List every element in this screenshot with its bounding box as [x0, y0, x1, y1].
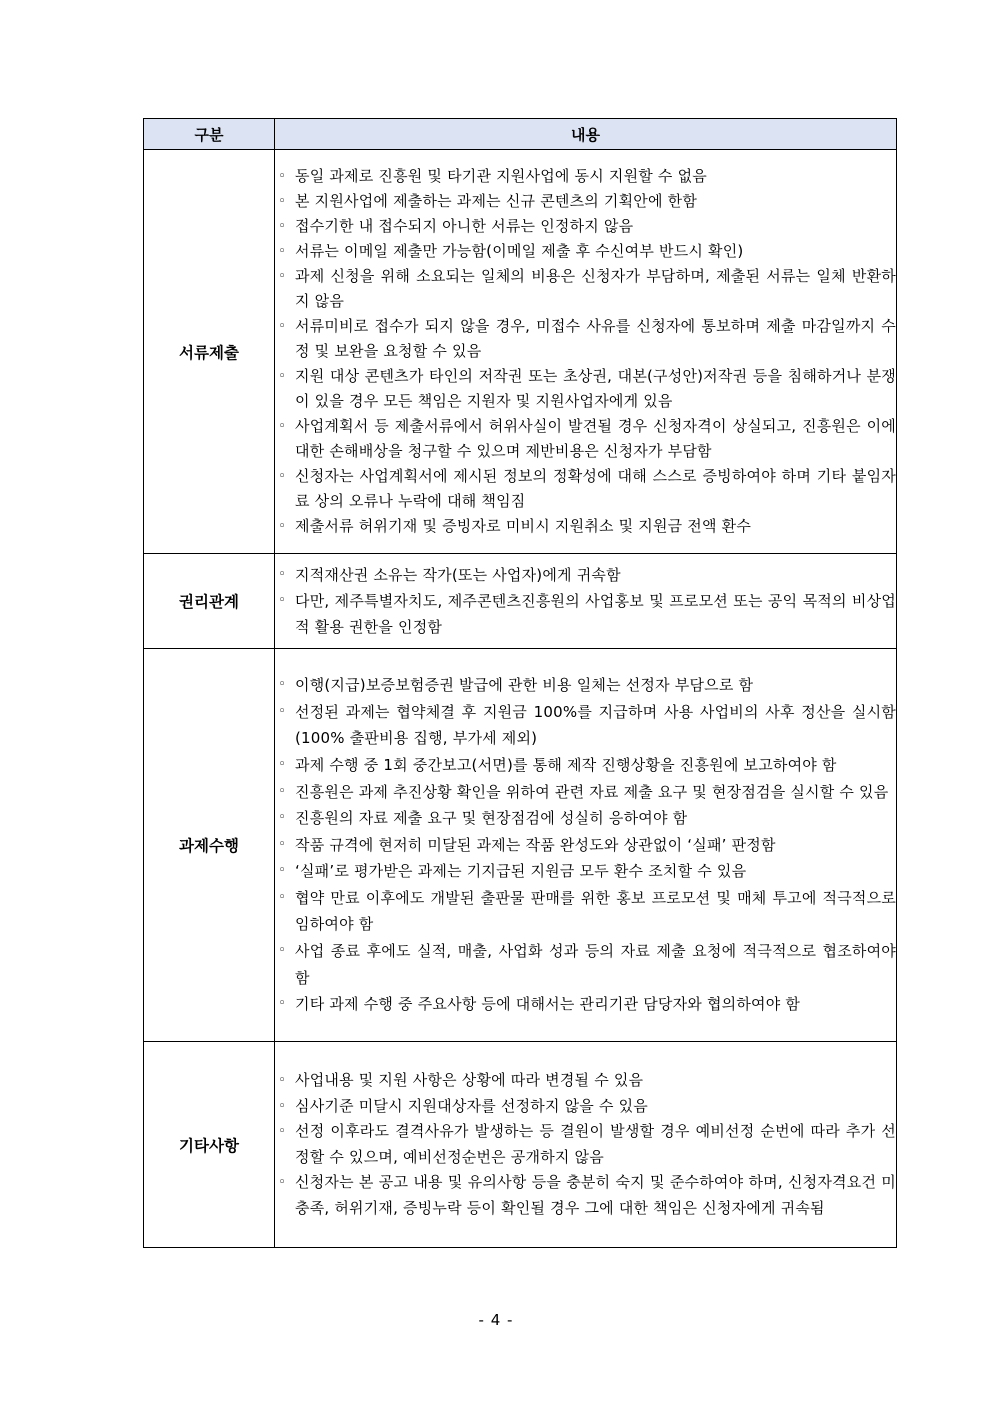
section-category: 기타사항 — [144, 1042, 275, 1248]
list-item: ◦ 지적재산권 소유는 작가(또는 사업자)에게 귀속함 — [275, 562, 896, 588]
page-number: - 4 - — [478, 1311, 514, 1329]
bullet-icon: ◦ — [278, 419, 286, 434]
bullet-icon: ◦ — [278, 244, 286, 259]
bullet-icon: ◦ — [278, 703, 286, 719]
bullet-icon: ◦ — [278, 1073, 286, 1088]
list-item: ◦ 사업계획서 등 제출서류에서 허위사실이 발견될 경우 신청자격이 상실되고, 진흥원은 이에 대한 손해배상을 청구할 수 있으며 제반비용은 신청자가 부담함 — [275, 414, 896, 464]
list-item: ◦ 서류는 이메일 제출만 가능함(이메일 제출 후 수신여부 반드시 확인) — [275, 239, 896, 264]
bullet-icon: ◦ — [278, 269, 286, 284]
bullet-icon: ◦ — [278, 1098, 286, 1114]
bullet-icon: ◦ — [278, 319, 286, 334]
list-item: ◦ 진흥원은 과제 추진상황 확인을 위하여 관련 자료 제출 요구 및 현장점검을 실시할 수 있음 — [275, 779, 896, 806]
list-item: ◦ 신청자는 본 공고 내용 및 유의사항 등을 충분히 숙지 및 준수하여야 하며, 신청자격요건 미충족, 허위기재, 증빙누락 등이 확인될 경우 그에 대한 책임은 신청자에게 귀속됨 — [275, 1170, 896, 1221]
bullet-icon: ◦ — [278, 1124, 286, 1139]
bullet-icon: ◦ — [278, 593, 286, 608]
section-category: 권리관계 — [144, 554, 275, 649]
section-content — [275, 554, 897, 649]
bullet-icon: ◦ — [278, 219, 286, 234]
bullet-icon: ◦ — [278, 756, 286, 772]
list-item: ◦ 사업 종료 후에도 실적, 매출, 사업화 성과 등의 자료 제출 요청에 적극적으로 협조하여야 함 — [275, 938, 896, 991]
list-item: ◦ 접수기한 내 접수되지 아니한 서류는 인정하지 않음 — [275, 214, 896, 239]
bullet-icon: ◦ — [278, 194, 286, 209]
list-item: ◦ 선정 이후라도 결격사유가 발생하는 등 결원이 발생할 경우 예비선정 순번에 따라 추가 선정할 수 있으며, 예비선정순번은 공개하지 않음 — [275, 1119, 896, 1170]
bullet-icon: ◦ — [278, 567, 286, 582]
list-item: ◦ 이행(지급)보증보험증권 발급에 관한 비용 일체는 선정자 부담으로 함 — [275, 672, 896, 699]
list-item: ◦ 서류미비로 접수가 되지 않을 경우, 미접수 사유를 신청자에 통보하며 제출 마감일까지 수정 및 보완을 요청할 수 있음 — [275, 314, 896, 364]
bullet-icon: ◦ — [278, 677, 286, 693]
list-item: ◦ 심사기준 미달시 지원대상자를 선정하지 않을 수 있음 — [275, 1094, 896, 1120]
list-item: ◦ 과제 신청을 위해 소요되는 일체의 비용은 신청자가 부담하며, 제출된 서류는 일체 반환하지 않음 — [275, 264, 896, 314]
list-item: ◦ 선정된 과제는 협약체결 후 지원금 100%를 지급하며 사용 사업비의 사후 정산을 실시함(100% 출판비용 집행, 부가세 제외) — [275, 699, 896, 752]
bullet-icon: ◦ — [278, 783, 286, 799]
header-category: 구분 — [144, 119, 275, 150]
list-item: ◦ 본 지원사업에 제출하는 과제는 신규 콘텐츠의 기획안에 한함 — [275, 189, 896, 214]
section-row-rights — [144, 554, 897, 649]
item-list — [275, 1068, 896, 1221]
section-row-document-submission — [144, 150, 897, 554]
section-row-project-execution — [144, 649, 897, 1042]
item-list — [275, 562, 896, 640]
list-item: ◦ 다만, 제주특별자치도, 제주콘텐츠진흥원의 사업홍보 및 프로모션 또는 공익 목적의 비상업적 활용 권한을 인정함 — [275, 588, 896, 640]
list-item: ◦ 작품 규격에 현저히 미달된 과제는 작품 완성도와 상관없이 ‘실패’ 판정함 — [275, 832, 896, 859]
bullet-icon: ◦ — [278, 810, 286, 826]
bullet-icon: ◦ — [278, 169, 286, 184]
bullet-icon: ◦ — [278, 1175, 286, 1190]
section-content — [275, 150, 897, 554]
list-item: ◦ 제출서류 허위기재 및 증빙자로 미비시 지원취소 및 지원금 전액 환수 — [275, 514, 896, 539]
list-item: ◦ 진흥원의 자료 제출 요구 및 현장점검에 성실히 응하여야 함 — [275, 805, 896, 832]
item-list — [275, 164, 896, 539]
header-content: 내용 — [275, 119, 897, 150]
section-category: 과제수행 — [144, 649, 275, 1042]
bullet-icon: ◦ — [278, 863, 286, 879]
bullet-icon: ◦ — [278, 943, 286, 959]
bullet-icon: ◦ — [278, 889, 286, 905]
bullet-icon: ◦ — [278, 519, 286, 534]
section-row-miscellaneous — [144, 1042, 897, 1248]
list-item: ◦ 사업내용 및 지원 사항은 상황에 따라 변경될 수 있음 — [275, 1068, 896, 1094]
bullet-icon: ◦ — [278, 469, 286, 484]
bullet-icon: ◦ — [278, 369, 286, 384]
table-header-row — [144, 119, 897, 150]
section-content — [275, 649, 897, 1042]
section-category: 서류제출 — [144, 150, 275, 554]
list-item: ◦ 지원 대상 콘텐츠가 타인의 저작권 또는 초상권, 대본(구성안)저작권 등을 침해하거나 분쟁이 있을 경우 모든 책임은 지원자 및 지원사업자에게 있음 — [275, 364, 896, 414]
list-item: ◦ 협약 만료 이후에도 개발된 출판물 판매를 위한 홍보 프로모션 및 매체 투고에 적극적으로 임하여야 함 — [275, 885, 896, 938]
list-item: ◦ 신청자는 사업계획서에 제시된 정보의 정확성에 대해 스스로 증빙하여야 하며 기타 붙임자료 상의 오류나 누락에 대해 책임짐 — [275, 464, 896, 514]
bullet-icon: ◦ — [278, 836, 286, 852]
list-item: ◦ 동일 과제로 진흥원 및 타기관 지원사업에 동시 지원할 수 없음 — [275, 164, 896, 189]
list-item: ◦ 기타 과제 수행 중 주요사항 등에 대해서는 관리기관 담당자와 협의하여야 함 — [275, 991, 896, 1018]
item-list — [275, 672, 896, 1018]
bullet-icon: ◦ — [278, 996, 286, 1012]
section-content — [275, 1042, 897, 1248]
guidelines-table — [143, 118, 897, 1248]
list-item: ◦ 과제 수행 중 1회 중간보고(서면)를 통해 제작 진행상황을 진흥원에 보고하여야 함 — [275, 752, 896, 779]
list-item: ◦ ‘실패’로 평가받은 과제는 기지급된 지원금 모두 환수 조치할 수 있음 — [275, 858, 896, 885]
